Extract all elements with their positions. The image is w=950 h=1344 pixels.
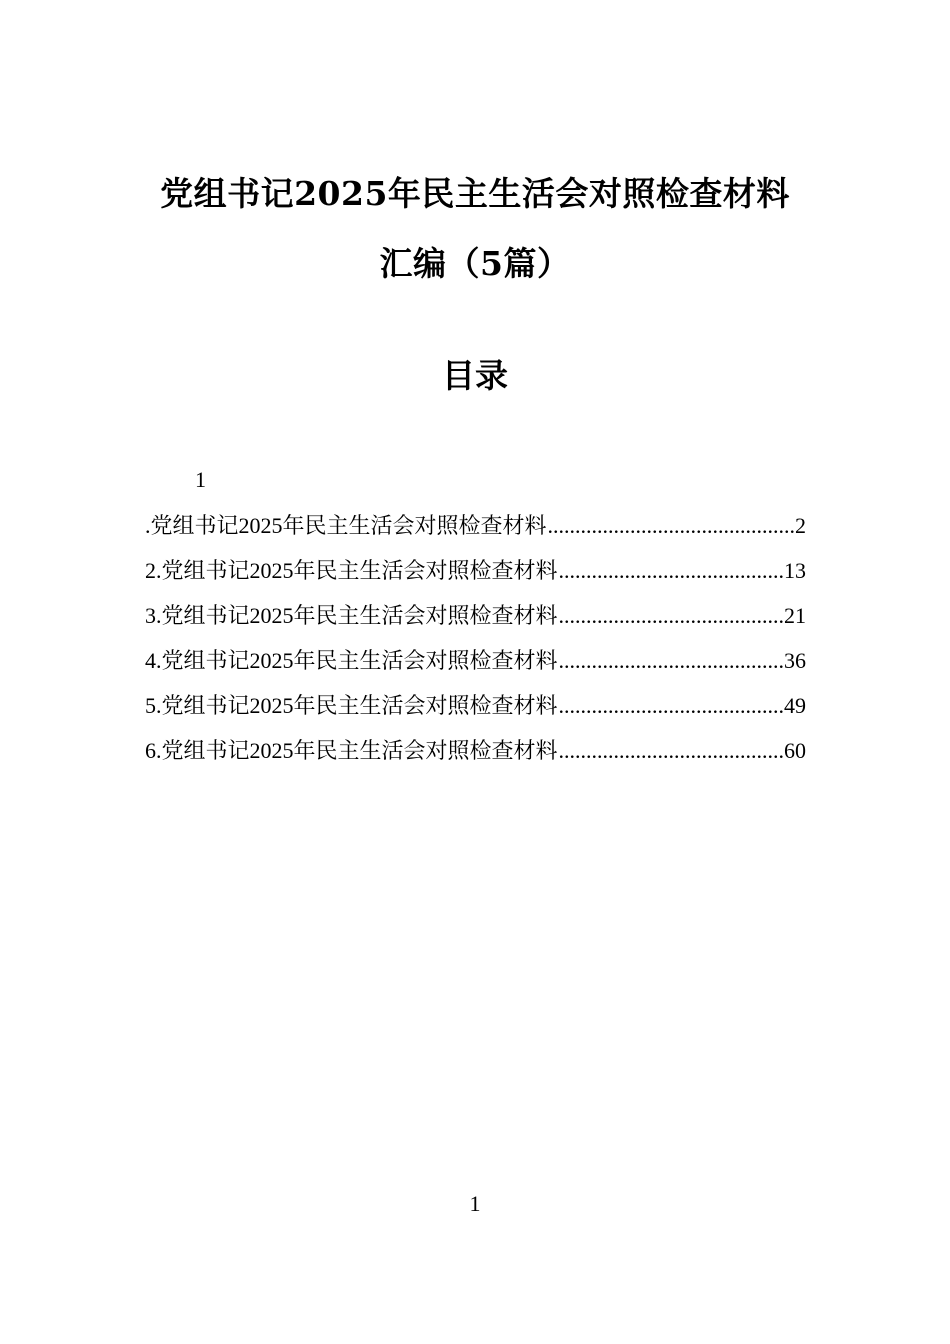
toc-entry-page: 60	[784, 738, 806, 763]
toc-entry-page: 49	[784, 693, 806, 718]
document-title-line-2: 汇编（5篇）	[379, 244, 571, 283]
toc-entry-title-part: 年民主生活会对照检查材料	[282, 514, 547, 539]
toc-entry-year: 2025	[249, 738, 294, 763]
toc-entry-title-part: 年民主生活会对照检查材料	[293, 604, 558, 629]
toc-entry-page: 21	[784, 603, 806, 628]
toc-entry-title-part: 党组书记	[161, 604, 250, 629]
toc-entry-title-part: 年民主生活会对照检查材料	[293, 649, 558, 674]
toc-entry-title-part: 年民主生活会对照检查材料	[293, 739, 558, 764]
toc-dot-leader	[559, 733, 783, 769]
toc-dot-leader	[559, 643, 783, 679]
toc-entry-title-part: 党组书记	[161, 559, 250, 584]
toc-entry-5[interactable]	[145, 688, 806, 733]
toc-heading: 目录	[442, 356, 508, 395]
toc-entry-1[interactable]	[145, 508, 806, 553]
document-title-line-1: 党组书记2025年民主生活会对照检查材料	[160, 174, 790, 213]
toc-entry-year: 2025	[238, 513, 283, 538]
toc-stray-number: 1	[195, 467, 206, 492]
toc-entry-title-part: 党组书记	[161, 694, 250, 719]
toc-entry-title-part: 党组书记	[161, 649, 250, 674]
toc-dot-leader	[548, 508, 794, 544]
toc-entry-number: 4.	[145, 648, 162, 673]
toc-entry-6[interactable]	[145, 733, 806, 778]
toc-entry-year: 2025	[249, 603, 294, 628]
toc-entry-number: 5.	[145, 693, 162, 718]
toc-entry-number: 2.	[145, 558, 162, 583]
toc-entry-title-part: 年民主生活会对照检查材料	[293, 694, 558, 719]
toc-entry-number: 6.	[145, 738, 162, 763]
toc-entry-title-part: 党组书记	[150, 514, 239, 539]
toc-dot-leader	[559, 598, 783, 634]
toc-entry-page: 13	[784, 558, 806, 583]
toc-entry-year: 2025	[249, 558, 294, 583]
toc-entry-2[interactable]	[145, 553, 806, 598]
toc-entry-page: 36	[784, 648, 806, 673]
toc-entry-4[interactable]	[145, 643, 806, 688]
toc-entry-number: .	[145, 513, 151, 538]
toc-dot-leader	[559, 553, 783, 589]
toc-dot-leader	[559, 688, 783, 724]
toc-entry-number: 3.	[145, 603, 162, 628]
toc-entry-year: 2025	[249, 648, 294, 673]
toc-entry-page: 2	[795, 513, 806, 538]
page-number: 1	[469, 1191, 481, 1216]
toc-entry-title-part: 年民主生活会对照检查材料	[293, 559, 558, 584]
toc-entry-year: 2025	[249, 693, 294, 718]
toc-entry-title-part: 党组书记	[161, 739, 250, 764]
table-of-contents	[145, 508, 806, 778]
toc-entry-3[interactable]	[145, 598, 806, 643]
